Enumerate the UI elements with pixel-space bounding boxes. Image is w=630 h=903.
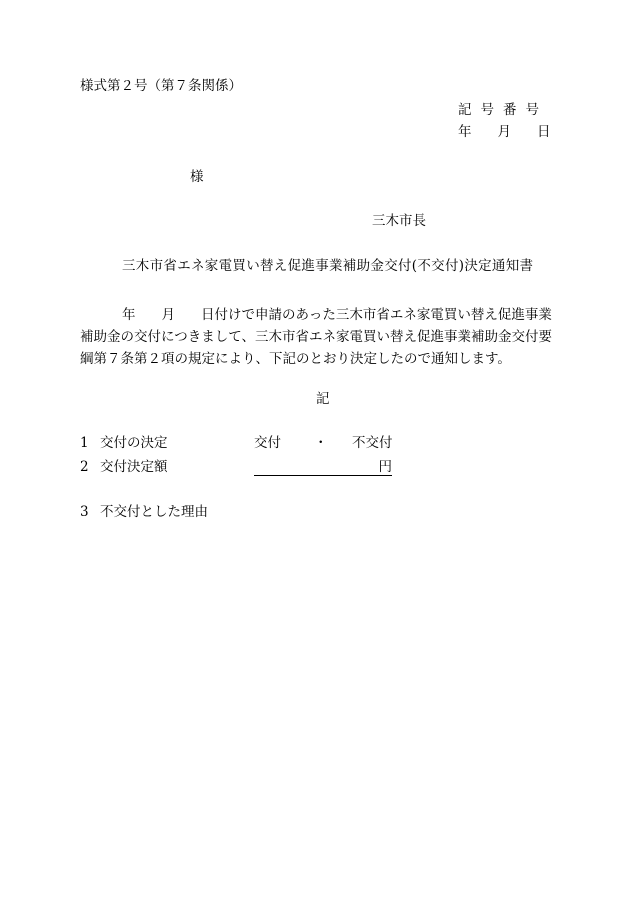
- date-month-label: 月: [497, 124, 511, 140]
- date-day-label: 日: [537, 124, 551, 140]
- body-year-label: 年: [122, 307, 136, 323]
- choice-non-grant: 不交付: [352, 435, 393, 451]
- item-label: 交付の決定: [100, 435, 168, 451]
- body-paragraph: [80, 304, 555, 370]
- item-label: 不交付とした理由: [100, 504, 208, 520]
- item-number: 1: [80, 435, 89, 451]
- document-title: 三木市省エネ家電買い替え促進事業補助金交付(不交付)決定通知書: [122, 258, 534, 274]
- item-number: 3: [80, 504, 89, 520]
- body-line-3: 綱第７条第２項の規定により、下記のとおり決定したので通知します。: [80, 351, 511, 367]
- body-line-1-text: 日付けで申請のあった三木市省エネ家電買い替え促進事業: [201, 307, 552, 323]
- form-number: 様式第２号（第７条関係）: [80, 78, 242, 94]
- amount-unit: 円: [378, 459, 392, 475]
- issuer-name: 三木市長: [372, 213, 426, 229]
- choice-separator: ・: [314, 435, 328, 451]
- body-line-1: [80, 304, 555, 326]
- item-label: 交付決定額: [100, 459, 168, 475]
- ki-heading: 記: [316, 391, 330, 407]
- issue-date: [458, 126, 551, 140]
- body-month-label: 月: [161, 307, 175, 323]
- amount-blank-field: [254, 459, 392, 476]
- choice-grant: 交付: [254, 435, 281, 451]
- body-line-2: 補助金の交付につきまして、三木市省エネ家電買い替え促進事業補助金交付要: [80, 329, 552, 345]
- reference-number-label: 記号番号: [458, 102, 548, 118]
- addressee-honorific: 様: [190, 169, 204, 185]
- item-number: 2: [80, 459, 89, 475]
- date-year-label: 年: [458, 124, 472, 140]
